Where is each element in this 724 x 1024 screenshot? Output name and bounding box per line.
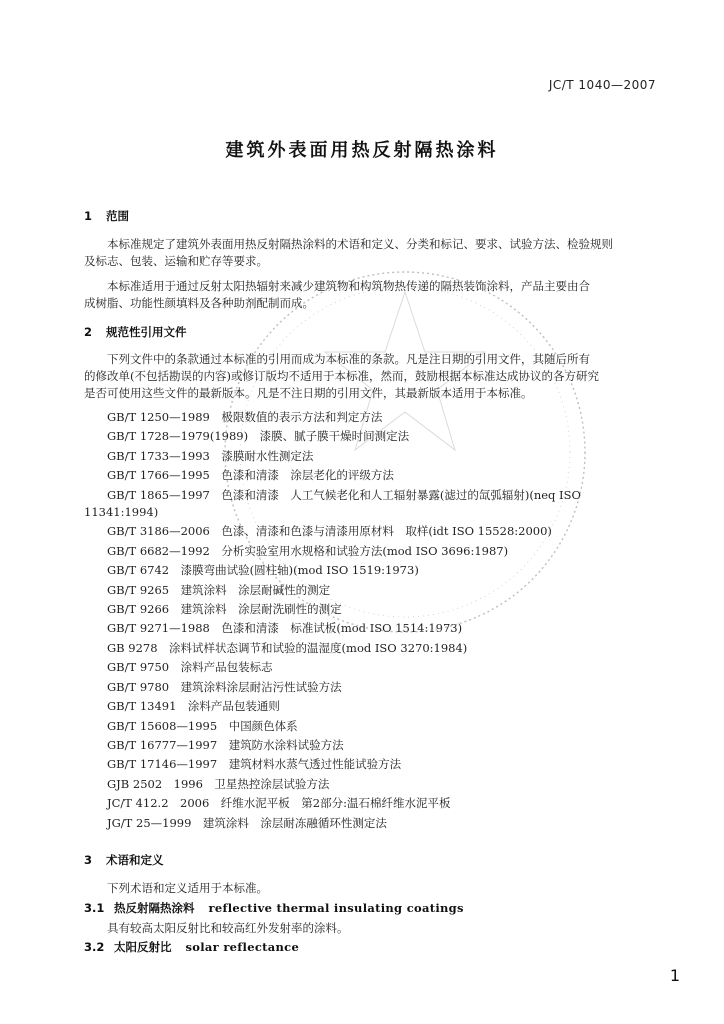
scope-paragraph-2	[84, 278, 664, 312]
document-title: 建筑外表面用热反射隔热涂料	[225, 140, 499, 161]
term-name-en: solar reflectance	[185, 940, 300, 954]
reference-item: GB/T 3186—2006 色漆、清漆和色漆与清漆用原材料 取样(idt ISO 15528:2000)	[107, 524, 552, 539]
text-line: 及标志、包装、运输和贮存等要求。	[84, 254, 268, 268]
normative-references-intro	[84, 351, 664, 402]
term-number: 3.1	[84, 901, 105, 915]
reference-item: GB/T 15608—1995 中国颜色体系	[107, 718, 298, 733]
reference-item: GB/T 17146—1997 建筑材料水蒸气透过性能试验方法	[107, 757, 402, 772]
text-line: 成树脂、功能性颜填料及各种助剂配制而成。	[84, 296, 314, 310]
section-title: 范围	[106, 209, 129, 223]
reference-item: GB/T 16777—1997 建筑防水涂料试验方法	[107, 737, 344, 752]
text-line: 本标准适用于通过反射太阳热辐射来减少建筑物和构筑物热传递的隔热装饰涂料，产品主要由合	[107, 279, 590, 293]
text-line: 的修改单(不包括勘误的内容)或修订版均不适用于本标准，然而，鼓励根据本标准达成协议的各方研究	[84, 369, 599, 383]
reference-item: GB/T 9266 建筑涂料 涂层耐洗刷性的测定	[107, 602, 342, 617]
reference-item-continuation: 11341:1994)	[84, 505, 159, 520]
reference-item: JG/T 25—1999 建筑涂料 涂层耐冻融循环性测定法	[107, 815, 387, 830]
reference-item: JC/T 412.2 2006 纤维水泥平板 第2部分:温石棉纤维水泥平板	[107, 796, 451, 811]
terms-intro: 下列术语和定义适用于本标准。	[107, 881, 268, 895]
section-number: 3	[84, 853, 93, 867]
reference-item: GB/T 6742 漆膜弯曲试验(圆柱轴)(mod ISO 1519:1973)	[107, 563, 419, 578]
term-name-zh: 热反射隔热涂料	[114, 901, 195, 915]
reference-item: GB/T 1728—1979(1989) 漆膜、腻子膜干燥时间测定法	[107, 429, 410, 444]
term-number: 3.2	[84, 940, 105, 954]
reference-item: GB/T 9750 涂料产品包装标志	[107, 660, 273, 675]
reference-item: GB/T 1733—1993 漆膜耐水性测定法	[107, 448, 314, 463]
reference-item: GB/T 9780 建筑涂料涂层耐沾污性试验方法	[107, 679, 342, 694]
reference-item: GB 9278 涂料试样状态调节和试验的温湿度(mod ISO 3270:1984)	[107, 640, 468, 655]
reference-item: GB/T 9265 建筑涂料 涂层耐碱性的测定	[107, 582, 331, 597]
reference-item: GJB 2502 1996 卫星热控涂层试验方法	[107, 776, 330, 791]
section-number: 2	[84, 325, 93, 339]
reference-item: GB/T 13491 涂料产品包装通则	[107, 699, 280, 714]
section-1-heading	[84, 208, 129, 224]
text-line: 本标准规定了建筑外表面用热反射隔热涂料的术语和定义、分类和标记、要求、试验方法、检验规则	[107, 237, 613, 251]
term-name-zh: 太阳反射比	[114, 940, 172, 954]
section-3-heading	[84, 852, 164, 868]
text-line: 是否可使用这些文件的最新版本。凡是不注日期的引用文件，其最新版本适用于本标准。	[84, 386, 533, 400]
reference-item: GB/T 6682—1992 分析实验室用水规格和试验方法(mod ISO 3696:1987)	[107, 543, 509, 558]
term-entry	[84, 900, 464, 916]
term-definition: 具有较高太阳反射比和较高红外发射率的涂料。	[107, 921, 349, 935]
section-title: 术语和定义	[106, 853, 164, 867]
scope-paragraph-1	[84, 236, 664, 270]
text-line: 下列文件中的条款通过本标准的引用而成为本标准的条款。凡是注日期的引用文件，其随后所有	[107, 352, 590, 366]
section-2-heading	[84, 324, 187, 340]
reference-item: GB/T 1766—1995 色漆和清漆 涂层老化的评级方法	[107, 468, 394, 483]
standard-number: JC/T 1040—2007	[548, 78, 656, 92]
section-title: 规范性引用文件	[106, 325, 187, 339]
reference-list	[84, 408, 664, 833]
term-name-en: reflective thermal insulating coatings	[208, 901, 464, 915]
reference-item: GB/T 1250—1989 极限数值的表示方法和判定方法	[107, 410, 383, 424]
page-number: 1	[669, 966, 680, 985]
section-number: 1	[84, 209, 93, 223]
term-entry	[84, 939, 299, 955]
reference-item: GB/T 1865—1997 色漆和清漆 人工气候老化和人工辐射暴露(滤过的氙弧辐射)(neq ISO	[107, 487, 581, 502]
reference-item: GB/T 9271—1988 色漆和清漆 标准试板(mod ISO 1514:1973)	[107, 621, 463, 636]
